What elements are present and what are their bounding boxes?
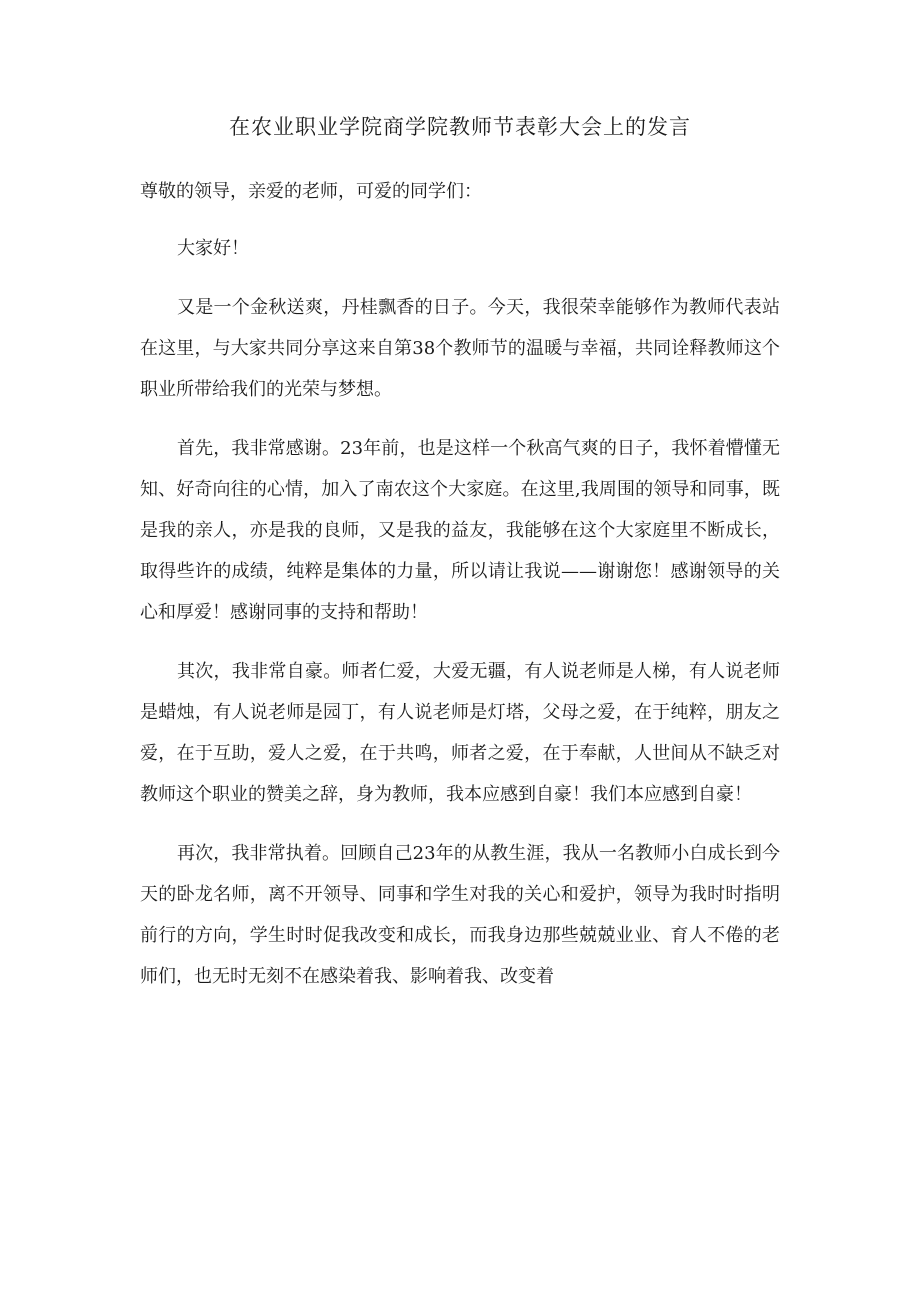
paragraph-greeting: 大家好！: [177, 238, 249, 259]
paragraph-gratitude: 首先，我非常感谢。23年前，也是这样一个秋高气爽的日子，我怀着懵懂无知、好奇向往的心情，加入了南农这个大家庭。在这里,我周围的领导和同事，既是我的亲人，亦是我的良师，又是我的益友，我能够在这个大家庭里不断成长，取得些许的成绩，纯粹是集体的力量，所以请让我说——谢谢您！感谢领导的关心和厚爱！感谢同事的支持和帮助！: [140, 438, 780, 623]
paragraph-opening: 又是一个金秋送爽，丹桂飘香的日子。今天，我很荣幸能够作为教师代表站在这里，与大家共同分享这来自第38个教师节的温暖与幸福，共同诠释教师这个职业所带给我们的光荣与梦想。: [140, 297, 780, 400]
document-body: [140, 171, 780, 1015]
salutation: 尊敬的领导，亲爱的老师，可爱的同学们：: [140, 181, 482, 202]
paragraph-pride: 其次，我非常自豪。师者仁爱，大爱无疆，有人说老师是人梯，有人说老师是蜡烛，有人说老师是园丁，有人说老师是灯塔，父母之爱，在于纯粹，朋友之爱，在于互助，爱人之爱，在于共鸣，师者之爱，在于奉献，人世间从不缺乏对教师这个职业的赞美之辞，身为教师，我本应感到自豪！我们本应感到自豪！: [140, 661, 780, 805]
paragraph-persistence: 再次，我非常执着。回顾自己23年的从教生涯，我从一名教师小白成长到今天的卧龙名师，离不开领导、同事和学生对我的关心和爱护，领导为我时时指明前行的方向，学生时时促我改变和成长，而我身边那些兢兢业业、育人不倦的老师们，也无时无刻不在感染着我、影响着我、改变着: [140, 843, 780, 987]
document-title: 在农业职业学院商学院教师节表彰大会上的发言: [229, 115, 691, 139]
